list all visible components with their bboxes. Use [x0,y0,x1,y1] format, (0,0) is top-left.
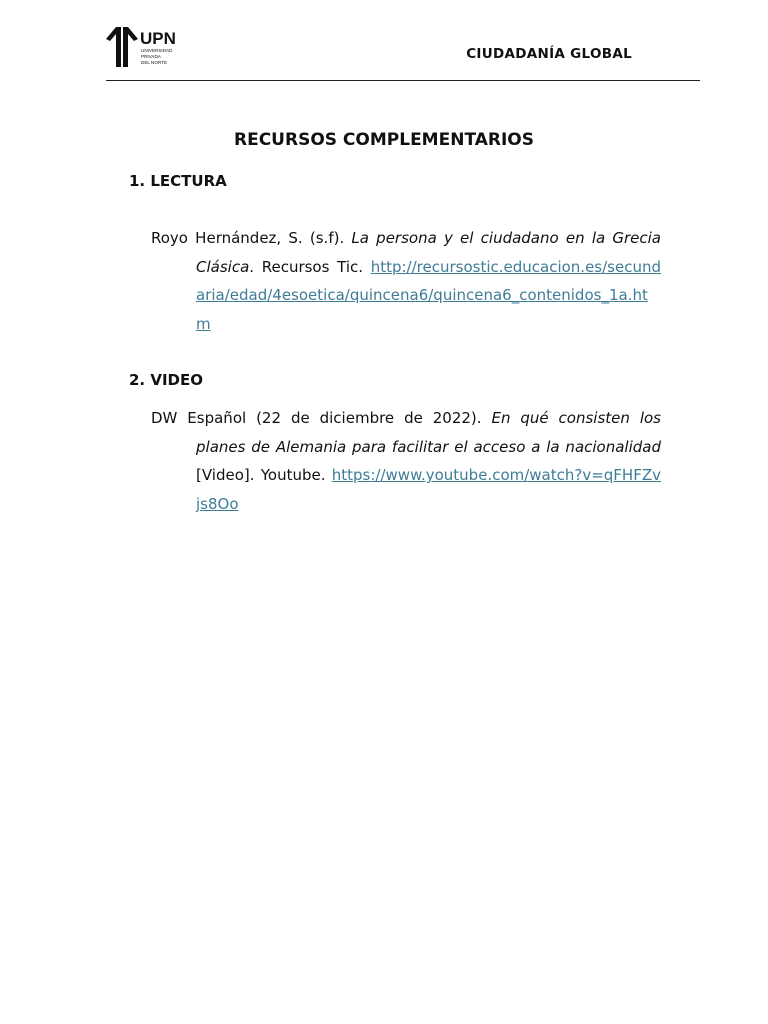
reference-title: En qué consisten los planes de Alemania para facilitar el acceso a la nacionalidad [196,409,661,456]
reference-lectura [151,224,661,338]
reference-video [151,404,661,518]
logo-text: UPN [140,29,176,48]
course-title: CIUDADANÍA GLOBAL [466,46,632,62]
section-heading-video: 2. VIDEO [129,371,203,389]
reference-author: DW Español (22 de diciembre de 2022). [151,409,492,427]
reference-source: [Video]. Youtube. [196,466,332,484]
page-title: RECURSOS COMPLEMENTARIOS [234,130,534,150]
reference-link[interactable]: https://www.youtube.com/watch?v=qFHFZvjs8Oo [196,466,661,513]
reference-title: La persona y el ciudadano en la Grecia Clásica [196,229,662,276]
reference-author: Royo Hernández, S. (s.f). [151,229,352,247]
upn-logo [106,25,178,71]
svg-text:DEL NORTE: DEL NORTE [141,60,168,65]
svg-text:UNIVERSIDAD: UNIVERSIDAD [141,48,173,53]
reference-link[interactable]: http://recursostic.educacion.es/secundaria/edad/4esoetica/quincena6/quincena6_contenidos_1a.htm [196,257,661,333]
svg-text:PRIVADA: PRIVADA [141,54,161,59]
reference-source: . Recursos Tic. [249,257,371,276]
header-divider [106,80,700,81]
section-heading-lectura: 1. LECTURA [129,172,227,190]
